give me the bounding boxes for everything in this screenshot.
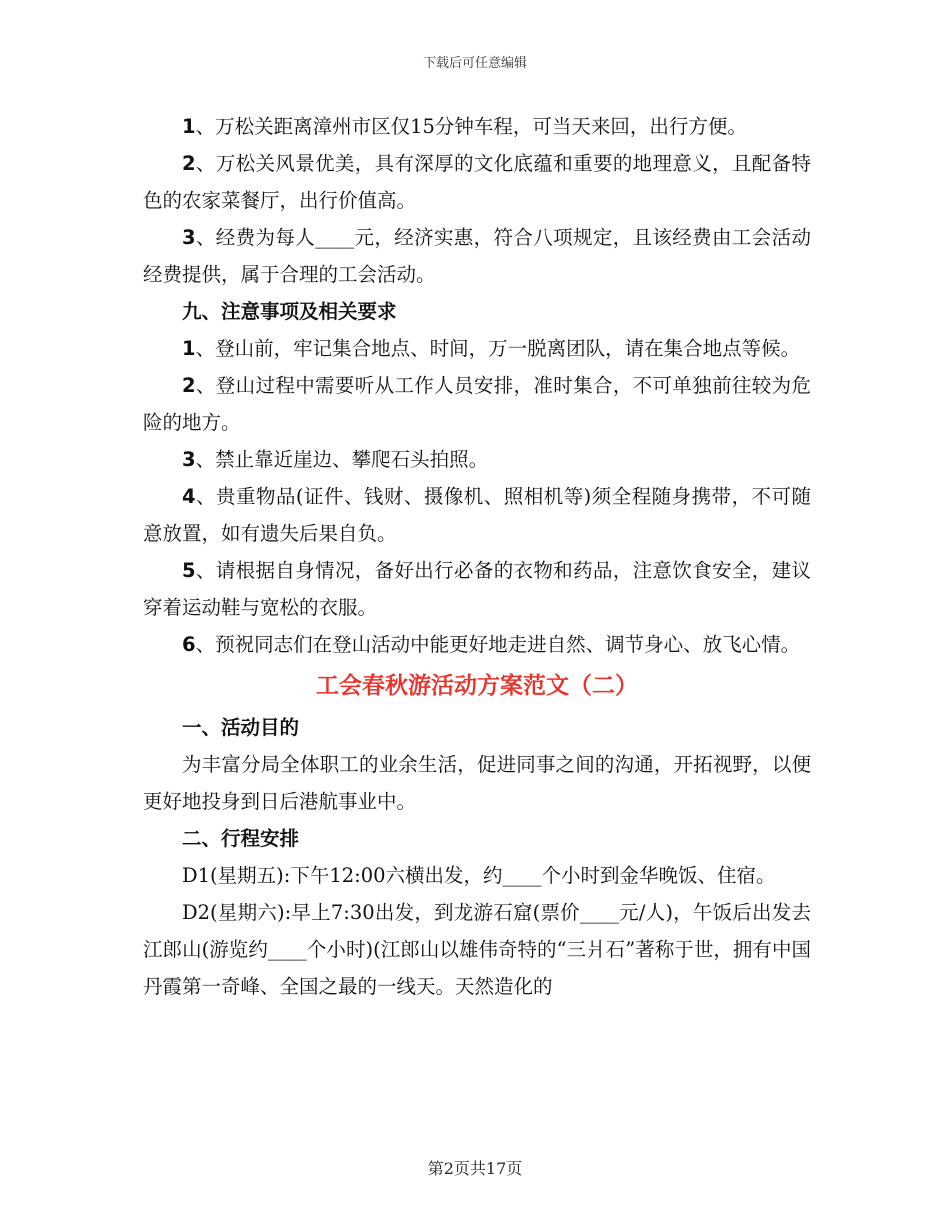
item-number: 3 <box>182 226 196 249</box>
list-item <box>143 330 811 367</box>
list-item <box>143 219 811 293</box>
item-number: 2 <box>182 152 196 175</box>
document-body <box>143 108 811 1005</box>
item-number: 5 <box>182 559 196 582</box>
document-title: 工会春秋游活动方案范文（二） <box>316 673 638 699</box>
item-number: 3 <box>182 448 196 471</box>
item-text: 、万松关风景优美，具有深厚的文化底蕴和重要的地理意义，且配备特色的农家菜餐厅，出行价值高。 <box>143 152 811 212</box>
paragraph: D2(星期六):早上7:30出发，到龙游石窟(票价____元/人)，午饭后出发去江郎山(游览约____个小时)(江郎山以雄伟奇特的“三爿石”著称于世，拥有中国丹霞第一奇峰、全国之最的一线天。天然造化的 <box>143 901 811 998</box>
item-text: 、经费为每人____元，经济实惠，符合八项规定，且该经费由工会活动经费提供，属于合理的工会活动。 <box>143 226 811 286</box>
page-footer: 第2页共17页 <box>427 1159 523 1178</box>
section-heading: 一、活动目的 <box>182 716 300 739</box>
item-number: 1 <box>182 337 196 360</box>
list-item <box>143 552 811 626</box>
list-item <box>143 441 811 478</box>
item-text: 、万松关距离漳州市区仅15分钟车程，可当天来回，出行方便。 <box>195 115 747 138</box>
list-item <box>143 478 811 552</box>
item-number: 2 <box>182 374 196 397</box>
paragraph: D1(星期五):下午12:00六横出发，约____个小时到金华晚饭、住宿。 <box>182 864 776 887</box>
list-item <box>143 626 811 663</box>
paragraph: 为丰富分局全体职工的业余生活，促进同事之间的沟通，开拓视野，以便更好地投身到日后港航事业中。 <box>143 753 811 813</box>
item-text: 、请根据自身情况，备好出行必备的衣物和药品，注意饮食安全，建议穿着运动鞋与宽松的衣服。 <box>143 559 811 619</box>
item-number: 1 <box>182 115 196 138</box>
list-item <box>143 367 811 441</box>
list-item <box>143 108 811 145</box>
item-text: 、贵重物品(证件、钱财、摄像机、照相机等)须全程随身携带，不可随意放置，如有遗失后果自负。 <box>143 485 811 545</box>
item-number: 4 <box>182 485 196 508</box>
item-number: 6 <box>182 633 196 656</box>
list-item <box>143 145 811 219</box>
section-heading: 九、注意事项及相关要求 <box>182 300 397 323</box>
item-text: 、登山前，牢记集合地点、时间，万一脱离团队，请在集合地点等候。 <box>195 337 801 360</box>
page-header: 下载后可任意编辑 <box>422 56 527 71</box>
item-text: 、禁止靠近崖边、攀爬石头拍照。 <box>195 448 489 471</box>
section-heading: 二、行程安排 <box>182 827 300 850</box>
item-text: 、预祝同志们在登山活动中能更好地走进自然、调节身心、放飞心情。 <box>195 633 801 656</box>
item-text: 、登山过程中需要听从工作人员安排，准时集合，不可单独前往较为危险的地方。 <box>143 374 811 434</box>
